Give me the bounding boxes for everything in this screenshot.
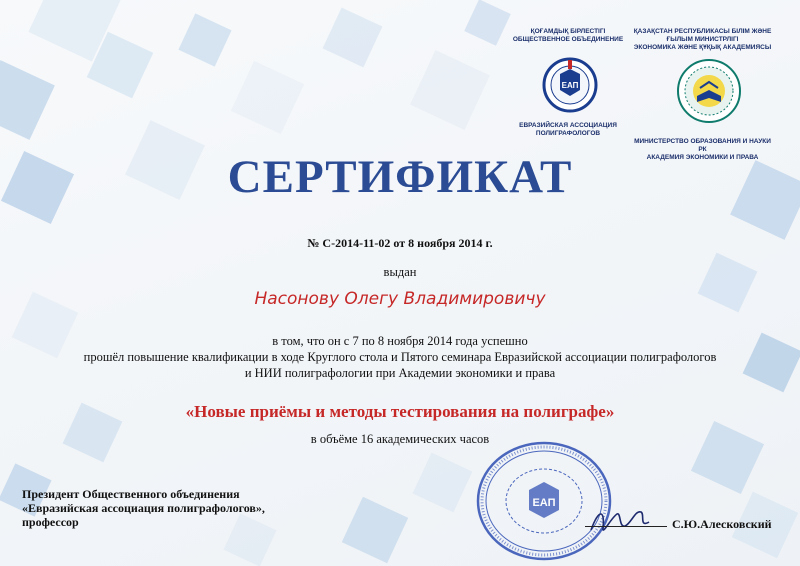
left-org-footer (512, 122, 624, 138)
recipient-name: Насонову Олегу Владимировичу (254, 289, 546, 309)
left-org-line: ОБЩЕСТВЕННОЕ ОБЪЕДИНЕНИЕ (512, 36, 624, 43)
stamp-center-text: ЕАП (532, 497, 556, 509)
right-org-line: МИНИСТЕРСТВО ОБРАЗОВАНИЯ И НАУКИ РК (634, 138, 771, 153)
left-org-line: ПОЛИГРАФОЛОГОВ (535, 130, 601, 137)
background-square (178, 13, 231, 66)
right-org-line: ҚАЗАҚСТАН РЕСПУБЛИКАСЫ БІЛІМ ЖӘНЕ (633, 28, 772, 35)
signer-position-line: профессор (22, 515, 79, 529)
signature-line (585, 526, 667, 527)
background-square (410, 50, 490, 130)
eap-logo-text: ЕАП (561, 81, 579, 90)
certificate-title: СЕРТИФИКАТ (227, 151, 573, 203)
background-square (342, 497, 408, 563)
course-hours: в объёме 16 академических часов (310, 432, 490, 446)
detail-line: и НИИ полиграфологии при Академии экономики и права (244, 366, 556, 380)
academy-logo (676, 58, 742, 124)
left-org-line: ҚОҒАМДЫҚ БІРЛЕСТІГІ (530, 28, 606, 35)
background-square (464, 0, 511, 46)
left-org-header (512, 28, 624, 44)
right-org-header (630, 28, 775, 52)
certificate-number: № С-2014-11-02 от 8 ноября 2014 г. (307, 236, 493, 250)
detail-line: прошёл повышение квалификации в ходе Круглого стола и Пятого семинара Евразийской ассоциации полиграфологов (83, 350, 717, 364)
right-org-line: ЭКОНОМИКА ЖӘНЕ ҚҰҚЫҚ АКАДЕМИЯСЫ (633, 44, 772, 51)
detail-line: в том, что он с 7 по 8 ноября 2014 года успешно (272, 334, 528, 348)
signer-name: С.Ю.Алесковский (672, 517, 772, 531)
signature (585, 500, 655, 540)
background-square (413, 453, 473, 513)
left-org-line: ЕВРАЗИЙСКАЯ АССОЦИАЦИЯ (519, 122, 617, 129)
background-square (0, 60, 55, 140)
signer-position-line: Президент Общественного объединения (22, 487, 240, 501)
signer-position-line: «Евразийская ассоциация полиграфологов», (22, 501, 265, 515)
issued-to-label: выдан (383, 265, 417, 279)
course-title: «Новые приёмы и методы тестирования на полиграфе» (185, 402, 615, 421)
background-square (231, 61, 304, 134)
right-org-line: ҒЫЛЫМ МИНИСТРЛІГІ (666, 36, 739, 43)
signer-position (22, 487, 342, 529)
background-square (323, 8, 383, 68)
eap-logo (542, 52, 598, 118)
right-org-line: АКАДЕМИЯ ЭКОНОМИКИ И ПРАВА (646, 154, 759, 161)
